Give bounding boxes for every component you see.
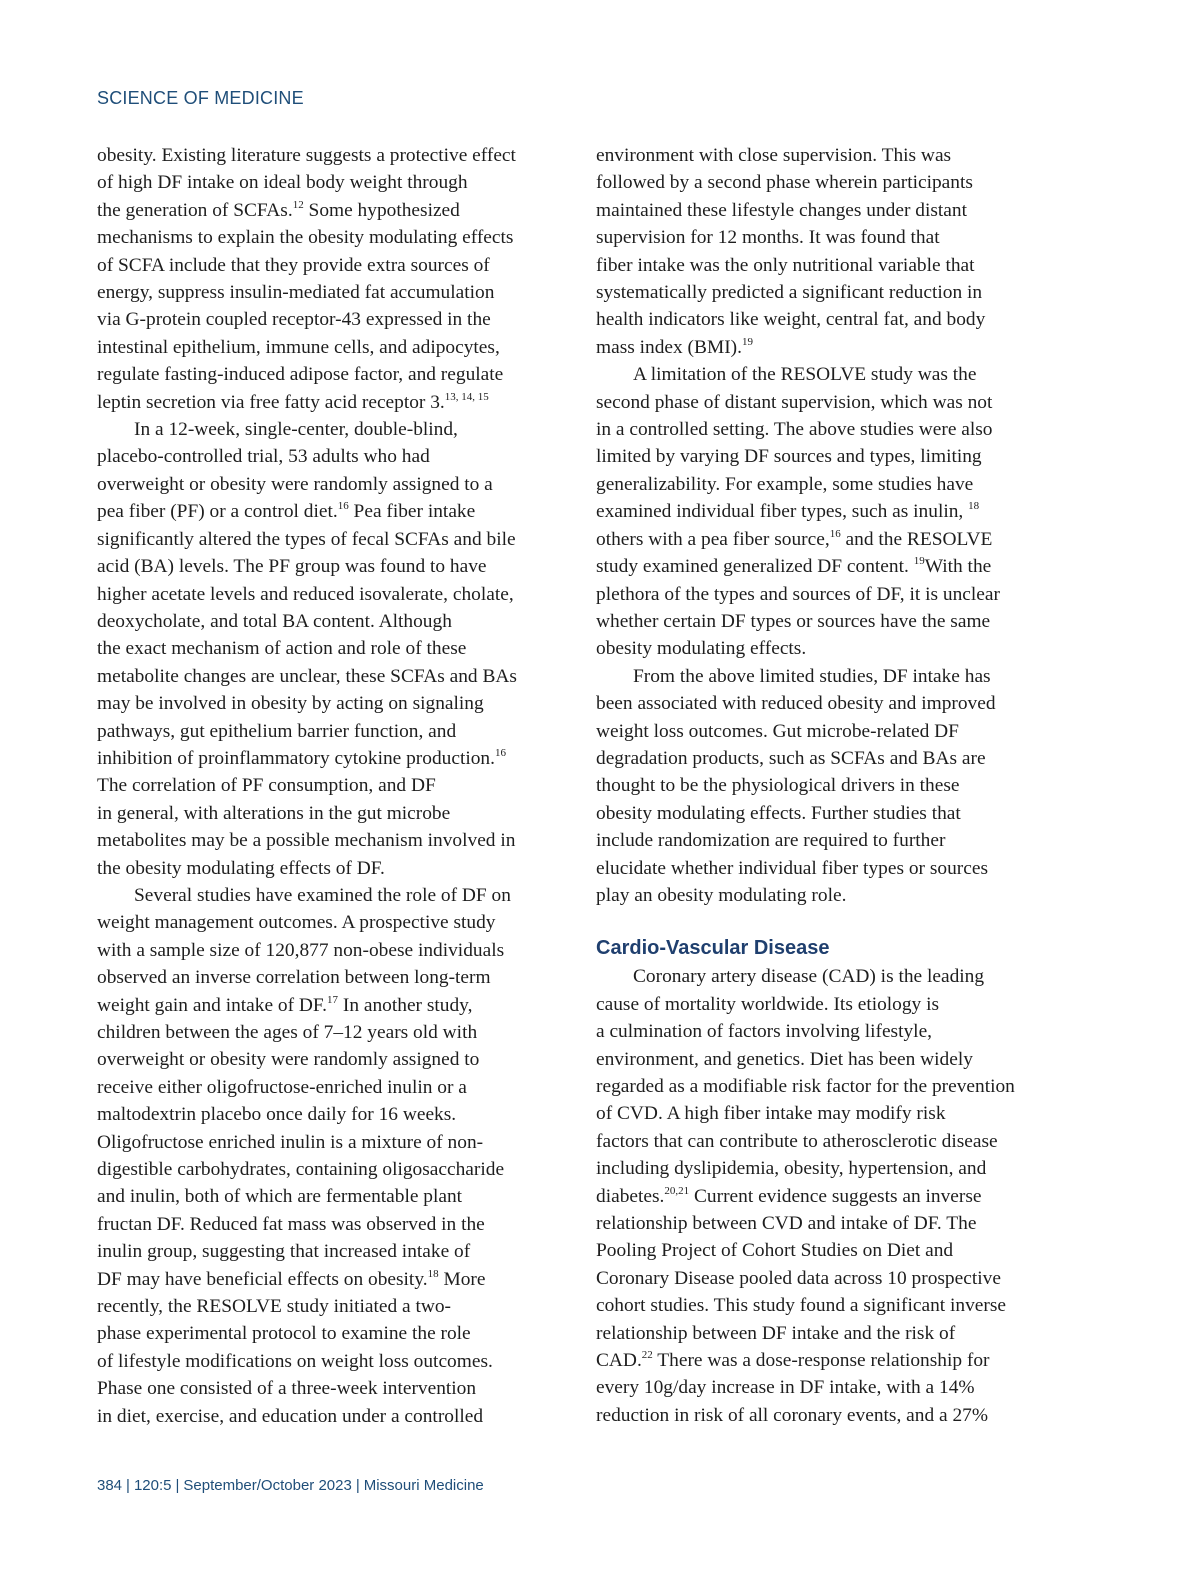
- citation-ref: 18: [427, 1267, 439, 1280]
- text-line: [596, 1183, 1071, 1210]
- footer-separator: |: [126, 1477, 130, 1494]
- paragraph-weight-management: [97, 882, 572, 1430]
- text-segment: Pea fiber intake: [348, 501, 476, 523]
- citation-ref: 22: [641, 1349, 653, 1362]
- text-line: weight management outcomes. A prospective study: [97, 912, 496, 934]
- text-line: fiber intake was the only nutritional variable that: [596, 254, 975, 276]
- text-segment: Some hypothesized: [303, 199, 460, 221]
- paragraph-pea-fiber-trial: [97, 416, 572, 882]
- text-line: overweight or obesity were randomly assigned to: [97, 1049, 480, 1071]
- text-line: significantly altered the types of fecal SCFAs and bile: [97, 528, 516, 550]
- text-line: reduction in risk of all coronary events, and a 27%: [596, 1404, 988, 1426]
- text-line: may be involved in obesity by acting on signaling: [97, 693, 484, 715]
- citation-ref: 13, 14, 15: [444, 390, 489, 403]
- text-line: obesity. Existing literature suggests a protective effect: [97, 145, 516, 166]
- text-segment: examined individual fiber types, such as inulin,: [596, 501, 964, 523]
- paragraph-cvd: [596, 963, 1071, 1429]
- text-line: limited by varying DF sources and types, limiting: [596, 446, 982, 468]
- text-line: supervision for 12 months. It was found that: [596, 227, 940, 249]
- paragraph-resolve-continued: [596, 142, 1071, 361]
- text-line: phase experimental protocol to examine the role: [97, 1323, 471, 1345]
- text-line: Coronary Disease pooled data across 10 prospective: [596, 1267, 1001, 1289]
- text-segment: With the: [924, 556, 992, 578]
- text-line: of high DF intake on ideal body weight through: [97, 172, 468, 194]
- text-line: cause of mortality worldwide. Its etiology is: [596, 993, 940, 1015]
- text-line: receive either oligofructose-enriched inulin or a: [97, 1076, 467, 1098]
- text-line: in a controlled setting. The above studies were also: [596, 419, 993, 441]
- text-line: thought to be the physiological drivers in these: [596, 775, 960, 797]
- text-line: intestinal epithelium, immune cells, and adipocytes,: [97, 336, 500, 358]
- text-line: regarded as a modifiable risk factor for the prevention: [596, 1076, 1015, 1097]
- text-line: [97, 1266, 572, 1293]
- text-line: Phase one consisted of a three-week intervention: [97, 1378, 477, 1400]
- text-line: environment, and genetics. Diet has been widely: [596, 1048, 973, 1070]
- text-line: health indicators like weight, central fat, and body: [596, 309, 986, 331]
- text-segment: pea fiber (PF) or a control diet.: [97, 501, 338, 523]
- text-segment: There was a dose-response relationship for: [652, 1350, 990, 1372]
- paragraph-obesity-mechanisms: [97, 142, 572, 416]
- text-line: been associated with reduced obesity and improved: [596, 693, 996, 715]
- citation-ref: 19: [741, 335, 753, 348]
- text-segment: inhibition of proinflammatory cytokine production.: [97, 747, 495, 769]
- text-line: [596, 1347, 1071, 1374]
- right-column: [596, 142, 1071, 1429]
- text-line: environment with close supervision. This was: [596, 145, 952, 166]
- text-line: observed an inverse correlation between long-term: [97, 967, 491, 989]
- citation-ref: 19: [913, 555, 925, 568]
- text-line: obesity modulating effects.: [596, 638, 807, 660]
- text-line: of CVD. A high fiber intake may modify risk: [596, 1103, 946, 1125]
- text-segment: weight gain and intake of DF.: [97, 994, 328, 1016]
- text-line: followed by a second phase wherein participants: [596, 172, 973, 194]
- text-line: [97, 992, 572, 1019]
- text-line: pathways, gut epithelium barrier function, and: [97, 720, 457, 742]
- text-line: mechanisms to explain the obesity modulating effects: [97, 227, 514, 249]
- text-line: In a 12-week, single-center, double-blind,: [134, 419, 458, 441]
- text-line: generalizability. For example, some studies have: [596, 473, 974, 495]
- citation-ref: 16: [829, 527, 841, 540]
- text-line: [97, 745, 572, 772]
- text-line: whether certain DF types or sources have the same: [596, 610, 991, 632]
- text-line: in general, with alterations in the gut microbe: [97, 802, 451, 824]
- text-line: play an obesity modulating role.: [596, 884, 847, 906]
- text-line: overweight or obesity were randomly assigned to a: [97, 473, 493, 495]
- text-line: metabolite changes are unclear, these SCFAs and BAs: [97, 665, 517, 687]
- text-segment: In another study,: [338, 994, 473, 1016]
- text-line: Oligofructose enriched inulin is a mixture of non-: [97, 1131, 484, 1153]
- text-segment: leptin secretion via free fatty acid receptor 3.: [97, 391, 445, 413]
- text-line: plethora of the types and sources of DF, it is unclear: [596, 583, 1000, 605]
- text-line: fructan DF. Reduced fat mass was observed in the: [97, 1213, 485, 1235]
- text-line: [596, 334, 1071, 361]
- text-line: via G-protein coupled receptor-43 expressed in the: [97, 309, 491, 331]
- text-line: weight loss outcomes. Gut microbe-related DF: [596, 720, 959, 742]
- text-line: of lifestyle modifications on weight loss outcomes.: [97, 1350, 493, 1372]
- citation-ref: 18: [968, 500, 980, 513]
- text-line: [596, 553, 1071, 580]
- text-line: of SCFA include that they provide extra sources of: [97, 254, 490, 276]
- text-line: elucidate whether individual fiber types or sources: [596, 857, 988, 879]
- text-line: maltodextrin placebo once daily for 16 weeks.: [97, 1104, 457, 1126]
- text-line: including dyslipidemia, obesity, hypertension, and: [596, 1158, 987, 1180]
- citation-ref: 12: [292, 198, 304, 211]
- text-line: children between the ages of 7–12 years old with: [97, 1022, 478, 1043]
- text-line: energy, suppress insulin-mediated fat accumulation: [97, 282, 495, 304]
- text-line: [97, 389, 572, 416]
- text-segment: diabetes.: [596, 1185, 665, 1207]
- text-line: [596, 498, 1071, 525]
- text-line: second phase of distant supervision, which was not: [596, 391, 993, 413]
- left-column: [97, 142, 572, 1430]
- footer-separator: |: [175, 1477, 180, 1494]
- text-segment: the generation of SCFAs.: [97, 199, 293, 221]
- issue-number: 120:5: [133, 1477, 172, 1494]
- text-line: every 10g/day increase in DF intake, with a 14%: [596, 1377, 975, 1399]
- citation-ref: 20,21: [664, 1184, 690, 1197]
- text-line: Coronary artery disease (CAD) is the leading: [633, 966, 985, 988]
- text-line: acid (BA) levels. The PF group was found to have: [97, 556, 487, 578]
- citation-ref: 16: [337, 500, 349, 513]
- text-line: degradation products, such as SCFAs and BAs are: [596, 747, 986, 769]
- issue-date: September/October 2023: [183, 1477, 352, 1494]
- text-line: with a sample size of 120,877 non-obese individuals: [97, 939, 505, 961]
- text-line: regulate fasting-induced adipose factor, and regulate: [97, 364, 504, 386]
- text-segment: CAD.: [596, 1350, 642, 1372]
- page-footer: [97, 1477, 484, 1494]
- text-line: systematically predicted a significant reduction in: [596, 282, 983, 304]
- text-line: higher acetate levels and reduced isovalerate, cholate,: [97, 583, 514, 605]
- text-line: metabolites may be a possible mechanism involved in: [97, 830, 516, 852]
- text-segment: mass index (BMI).: [596, 336, 742, 358]
- citation-ref: 16: [494, 746, 506, 759]
- text-line: Pooling Project of Cohort Studies on Diet and: [596, 1240, 954, 1262]
- journal-name: Missouri Medicine: [363, 1477, 484, 1494]
- text-line: [596, 526, 1071, 553]
- text-line: [97, 498, 572, 525]
- text-line: The correlation of PF consumption, and DF: [97, 775, 436, 797]
- section-heading: Cardio-Vascular Disease: [596, 937, 830, 960]
- text-line: placebo-controlled trial, 53 adults who had: [97, 446, 430, 468]
- text-line: relationship between CVD and intake of DF. The: [596, 1213, 977, 1235]
- text-line: factors that can contribute to atherosclerotic disease: [596, 1130, 998, 1152]
- text-line: obesity modulating effects. Further studies that: [596, 802, 961, 824]
- text-line: inulin group, suggesting that increased intake of: [97, 1241, 471, 1263]
- text-segment: others with a pea fiber source,: [596, 528, 830, 550]
- text-line: the obesity modulating effects of DF.: [97, 857, 385, 879]
- text-line: maintained these lifestyle changes under distant: [596, 199, 967, 221]
- text-line: digestible carbohydrates, containing oligosaccharide: [97, 1159, 505, 1181]
- text-line: recently, the RESOLVE study initiated a two-: [97, 1296, 451, 1318]
- text-line: relationship between DF intake and the risk of: [596, 1322, 956, 1344]
- running-head: SCIENCE OF MEDICINE: [97, 88, 304, 108]
- text-segment: Current evidence suggests an inverse: [689, 1185, 982, 1207]
- text-segment: study examined generalized DF content.: [596, 556, 909, 578]
- text-line: include randomization are required to further: [596, 830, 946, 852]
- text-segment: More: [438, 1268, 486, 1290]
- text-segment: DF may have beneficial effects on obesity.: [97, 1268, 428, 1290]
- text-line: Several studies have examined the role of DF on: [134, 884, 511, 906]
- text-line: a culmination of factors involving lifestyle,: [596, 1021, 933, 1043]
- text-line: and inulin, both of which are fermentable plant: [97, 1186, 463, 1208]
- citation-ref: 17: [327, 993, 339, 1006]
- text-line: deoxycholate, and total BA content. Although: [97, 610, 452, 632]
- page-number: 384: [97, 1477, 123, 1494]
- footer-separator: |: [355, 1477, 360, 1494]
- paragraph-summary: [596, 663, 1071, 910]
- text-segment: and the RESOLVE: [840, 528, 993, 550]
- text-line: A limitation of the RESOLVE study was the: [633, 364, 977, 386]
- text-line: From the above limited studies, DF intake has: [633, 665, 991, 687]
- text-line: [97, 197, 572, 224]
- paragraph-limitations: [596, 361, 1071, 662]
- text-line: cohort studies. This study found a significant inverse: [596, 1295, 1007, 1317]
- text-line: in diet, exercise, and education under a controlled: [97, 1405, 484, 1427]
- text-line: the exact mechanism of action and role of these: [97, 638, 467, 660]
